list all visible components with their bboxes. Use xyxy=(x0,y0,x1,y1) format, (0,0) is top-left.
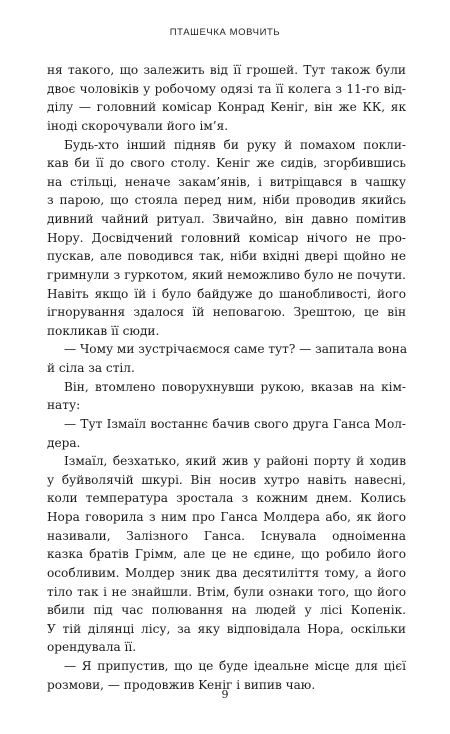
text-line: розмови, — продовжив Keніг і випив чаю. xyxy=(47,677,316,692)
text-line: на стільці, неначе закам’янів, і витріщався в чашку xyxy=(47,174,406,189)
text-line: тіло так і не знайшли. Втім, були ознаки того, що його xyxy=(47,584,406,599)
text-line: — Чому ми зустрічаємося саме тут? — запитала вона xyxy=(64,342,408,357)
text-line: Ізмаїл, безхатько, який жив у районі порту й ходив xyxy=(64,454,406,469)
text-line: з парою, що стояла перед ним, ніби проводив якийсь xyxy=(47,193,406,208)
text-line: кав би її до свого столу. Keніг же сидів, згорбившись xyxy=(47,156,406,171)
text-line: Навіть якщо їй і було байдуже до шанобливості, його xyxy=(47,286,406,301)
text-line: Нора говорила з ним про Ганса Молдера або, як його xyxy=(47,510,406,524)
text-line: ігнорування здалося їй неповагою. Зрештою, це він xyxy=(47,305,406,320)
text-line: двоє чоловіків у робочому одязі та її колега з 11-го від- xyxy=(47,81,406,96)
text-line: Будь-хто інший підняв би руку й помахом покли- xyxy=(64,137,406,152)
text-line: гримнули з гуркотом, який неможливо було не почути. xyxy=(47,267,406,282)
page-number: 9 xyxy=(221,688,229,701)
text-line: особливим. Молдер зник два десятиліття тому, а його xyxy=(47,565,406,580)
text-line: пускав, але поводився так, ніби вхідні двері щойно не xyxy=(47,249,406,264)
text-line: У тій ділянці лісу, за яку відповідала Нора, оскільки xyxy=(47,621,406,636)
body-text xyxy=(47,61,406,694)
text-line: іноді скорочували його ім’я. xyxy=(47,118,229,133)
text-line: нату: xyxy=(47,398,81,413)
text-line: вбили під час полювання на людей у лісі Копенік. xyxy=(47,603,406,618)
text-line: ділу — головний комісар Конрад Keніг, він же КК, як xyxy=(47,100,406,115)
text-line: покликав її сюди. xyxy=(47,323,160,338)
running-head-title: ПТАШЕЧКА МОВЧИТЬ xyxy=(169,27,281,38)
text-line: називали, Залізного Ганса. Існувала одноіменна xyxy=(47,528,406,543)
text-line: ня такого, що залежить від її грошей. Тут також були xyxy=(47,63,406,77)
text-line: дера. xyxy=(47,435,81,450)
text-line: Він, втомлено поворухнувши рукою, вказав на кім- xyxy=(64,379,406,394)
text-line: й сіла за стіл. xyxy=(47,361,135,375)
text-line: у буйволячій шкурі. Він носив хутро навіть навесні, xyxy=(47,472,406,487)
text-line: коли температура зростала з кожним днем. Колись xyxy=(47,491,406,506)
text-line: дивний чайний ритуал. Звичайно, він давно помітив xyxy=(47,212,406,226)
text-line: казка братів Грімм, але це не єдине, що робило його xyxy=(47,547,406,562)
text-line: — Я припустив, що це буде ідеальне місце для цієї xyxy=(64,659,406,673)
text-line: орендувала її. xyxy=(47,640,137,655)
text-line: Нору. Досвідчений головний комісар нічого не про- xyxy=(47,230,406,245)
text-line: — Тут Ізмаїл востаннє бачив свого друга Ганса Мол- xyxy=(64,416,406,431)
